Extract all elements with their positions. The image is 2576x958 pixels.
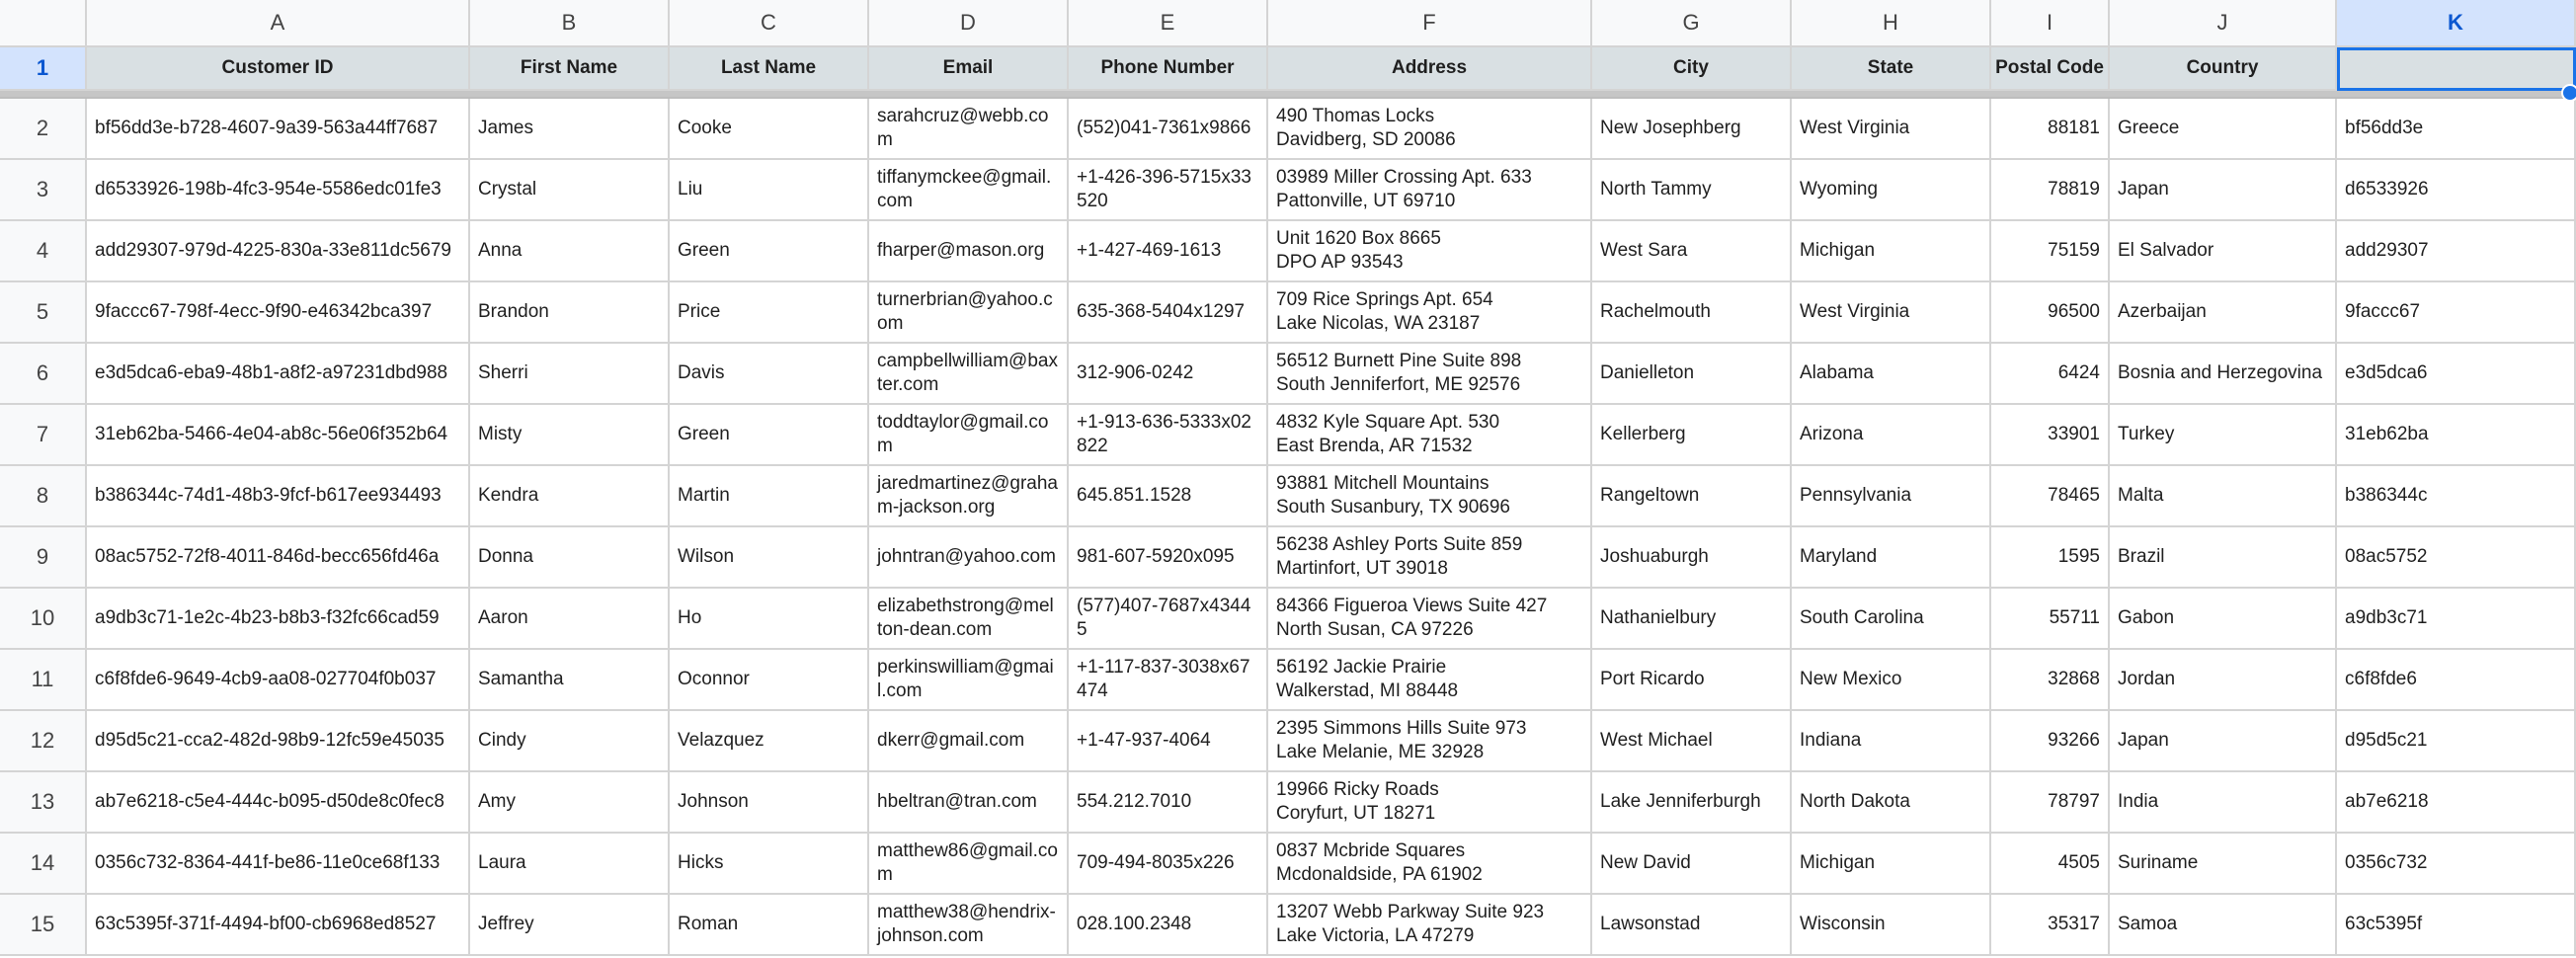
cell-address[interactable]: 56512 Burnett Pine Suite 898 South Jenniferfort, ME 92576: [1268, 344, 1592, 405]
cell-email[interactable]: jaredmartinez@graham-jackson.org: [869, 466, 1069, 527]
header-cell[interactable]: Customer ID: [87, 47, 470, 91]
cell-id[interactable]: d95d5c21-cca2-482d-98b9-12fc59e45035: [87, 711, 470, 772]
cell-phone[interactable]: +1-427-469-1613: [1069, 221, 1268, 282]
row-header[interactable]: 8: [0, 466, 87, 527]
cell-postal[interactable]: 33901: [1991, 405, 2110, 466]
cell-k[interactable]: 08ac5752: [2337, 527, 2576, 589]
cell-phone[interactable]: (577)407-7687x43445: [1069, 589, 1268, 650]
cell-address[interactable]: 93881 Mitchell Mountains South Susanbury, TX 90696: [1268, 466, 1592, 527]
cell-address[interactable]: 84366 Figueroa Views Suite 427 North Susan, CA 97226: [1268, 589, 1592, 650]
cell-country[interactable]: Turkey: [2110, 405, 2337, 466]
cell-first[interactable]: Crystal: [470, 160, 670, 221]
cell-city[interactable]: Rachelmouth: [1592, 282, 1792, 344]
cell-id[interactable]: add29307-979d-4225-830a-33e811dc5679: [87, 221, 470, 282]
frozen-row-divider[interactable]: [1069, 91, 1268, 99]
row-header[interactable]: 10: [0, 589, 87, 650]
cell-country[interactable]: Gabon: [2110, 589, 2337, 650]
cell-postal[interactable]: 78819: [1991, 160, 2110, 221]
cell-city[interactable]: Danielleton: [1592, 344, 1792, 405]
cell-postal[interactable]: 4505: [1991, 834, 2110, 895]
cell-last[interactable]: Liu: [670, 160, 869, 221]
column-header-j[interactable]: J: [2110, 0, 2337, 47]
cell-k[interactable]: 31eb62ba: [2337, 405, 2576, 466]
cell-last[interactable]: Oconnor: [670, 650, 869, 711]
cell-last[interactable]: Wilson: [670, 527, 869, 589]
cell-k[interactable]: b386344c: [2337, 466, 2576, 527]
cell-k[interactable]: ab7e6218: [2337, 772, 2576, 834]
cell-state[interactable]: New Mexico: [1792, 650, 1991, 711]
cell-last[interactable]: Martin: [670, 466, 869, 527]
cell-phone[interactable]: 635-368-5404x1297: [1069, 282, 1268, 344]
cell-country[interactable]: Bosnia and Herzegovina: [2110, 344, 2337, 405]
header-cell[interactable]: Postal Code: [1991, 47, 2110, 91]
cell-address[interactable]: 19966 Ricky Roads Coryfurt, UT 18271: [1268, 772, 1592, 834]
cell-country[interactable]: Malta: [2110, 466, 2337, 527]
cell-k[interactable]: 0356c732: [2337, 834, 2576, 895]
cell-id[interactable]: e3d5dca6-eba9-48b1-a8f2-a97231dbd988: [87, 344, 470, 405]
cell-address[interactable]: 03989 Miller Crossing Apt. 633 Pattonville, UT 69710: [1268, 160, 1592, 221]
cell-email[interactable]: turnerbrian@yahoo.com: [869, 282, 1069, 344]
cell-k[interactable]: 9faccc67: [2337, 282, 2576, 344]
frozen-row-divider[interactable]: [869, 91, 1069, 99]
cell-postal[interactable]: 6424: [1991, 344, 2110, 405]
cell-first[interactable]: Amy: [470, 772, 670, 834]
cell-country[interactable]: India: [2110, 772, 2337, 834]
row-header-1[interactable]: 1: [0, 47, 87, 91]
cell-city[interactable]: West Sara: [1592, 221, 1792, 282]
cell-country[interactable]: Samoa: [2110, 895, 2337, 956]
row-header[interactable]: 13: [0, 772, 87, 834]
row-header[interactable]: 11: [0, 650, 87, 711]
header-cell[interactable]: Email: [869, 47, 1069, 91]
cell-city[interactable]: Port Ricardo: [1592, 650, 1792, 711]
cell-id[interactable]: 08ac5752-72f8-4011-846d-becc656fd46a: [87, 527, 470, 589]
cell-country[interactable]: Azerbaijan: [2110, 282, 2337, 344]
cell-k[interactable]: c6f8fde6: [2337, 650, 2576, 711]
column-header-f[interactable]: F: [1268, 0, 1592, 47]
cell-state[interactable]: Arizona: [1792, 405, 1991, 466]
cell-id[interactable]: 9faccc67-798f-4ecc-9f90-e46342bca397: [87, 282, 470, 344]
cell-first[interactable]: Laura: [470, 834, 670, 895]
cell-country[interactable]: El Salvador: [2110, 221, 2337, 282]
cell-postal[interactable]: 93266: [1991, 711, 2110, 772]
header-cell[interactable]: Country: [2110, 47, 2337, 91]
cell-last[interactable]: Hicks: [670, 834, 869, 895]
cell-address[interactable]: Unit 1620 Box 8665 DPO AP 93543: [1268, 221, 1592, 282]
cell-city[interactable]: Lawsonstad: [1592, 895, 1792, 956]
cell-address[interactable]: 56192 Jackie Prairie Walkerstad, MI 88448: [1268, 650, 1592, 711]
cell-last[interactable]: Cooke: [670, 99, 869, 160]
cell-address[interactable]: 2395 Simmons Hills Suite 973 Lake Melanie, ME 32928: [1268, 711, 1592, 772]
cell-country[interactable]: Jordan: [2110, 650, 2337, 711]
column-header-b[interactable]: B: [470, 0, 670, 47]
cell-postal[interactable]: 75159: [1991, 221, 2110, 282]
cell-k[interactable]: add29307: [2337, 221, 2576, 282]
cell-id[interactable]: 63c5395f-371f-4494-bf00-cb6968ed8527: [87, 895, 470, 956]
column-header-i[interactable]: I: [1991, 0, 2110, 47]
row-header[interactable]: 5: [0, 282, 87, 344]
cell-country[interactable]: Suriname: [2110, 834, 2337, 895]
cell-city[interactable]: New David: [1592, 834, 1792, 895]
cell-first[interactable]: Misty: [470, 405, 670, 466]
cell-first[interactable]: Jeffrey: [470, 895, 670, 956]
cell-email[interactable]: elizabethstrong@melton-dean.com: [869, 589, 1069, 650]
cell-k[interactable]: a9db3c71: [2337, 589, 2576, 650]
row-header[interactable]: 4: [0, 221, 87, 282]
cell-address[interactable]: 709 Rice Springs Apt. 654 Lake Nicolas, WA 23187: [1268, 282, 1592, 344]
cell-postal[interactable]: 1595: [1991, 527, 2110, 589]
fill-handle[interactable]: [2561, 84, 2576, 102]
cell-state[interactable]: West Virginia: [1792, 99, 1991, 160]
cell-phone[interactable]: (552)041-7361x9866: [1069, 99, 1268, 160]
cell-phone[interactable]: +1-426-396-5715x33520: [1069, 160, 1268, 221]
cell-id[interactable]: c6f8fde6-9649-4cb9-aa08-027704f0b037: [87, 650, 470, 711]
cell-k[interactable]: 63c5395f: [2337, 895, 2576, 956]
cell-city[interactable]: Rangeltown: [1592, 466, 1792, 527]
cell-id[interactable]: d6533926-198b-4fc3-954e-5586edc01fe3: [87, 160, 470, 221]
cell-first[interactable]: Anna: [470, 221, 670, 282]
header-cell[interactable]: Phone Number: [1069, 47, 1268, 91]
cell-k[interactable]: d95d5c21: [2337, 711, 2576, 772]
cell-first[interactable]: Samantha: [470, 650, 670, 711]
cell-email[interactable]: sarahcruz@webb.com: [869, 99, 1069, 160]
cell-state[interactable]: Wyoming: [1792, 160, 1991, 221]
cell-postal[interactable]: 78465: [1991, 466, 2110, 527]
column-header-h[interactable]: H: [1792, 0, 1991, 47]
column-header-c[interactable]: C: [670, 0, 869, 47]
cell-last[interactable]: Johnson: [670, 772, 869, 834]
cell-country[interactable]: Brazil: [2110, 527, 2337, 589]
row-header[interactable]: 7: [0, 405, 87, 466]
cell-id[interactable]: 31eb62ba-5466-4e04-ab8c-56e06f352b64: [87, 405, 470, 466]
cell-phone[interactable]: 312-906-0242: [1069, 344, 1268, 405]
cell-state[interactable]: South Carolina: [1792, 589, 1991, 650]
frozen-row-divider[interactable]: [1592, 91, 1792, 99]
cell-address[interactable]: 0837 Mcbride Squares Mcdonaldside, PA 61902: [1268, 834, 1592, 895]
cell-state[interactable]: West Virginia: [1792, 282, 1991, 344]
column-header-g[interactable]: G: [1592, 0, 1792, 47]
cell-id[interactable]: b386344c-74d1-48b3-9fcf-b617ee934493: [87, 466, 470, 527]
cell-city[interactable]: New Josephberg: [1592, 99, 1792, 160]
cell-postal[interactable]: 96500: [1991, 282, 2110, 344]
cell-first[interactable]: Cindy: [470, 711, 670, 772]
header-cell[interactable]: Address: [1268, 47, 1592, 91]
cell-address[interactable]: 56238 Ashley Ports Suite 859 Martinfort, UT 39018: [1268, 527, 1592, 589]
cell-id[interactable]: ab7e6218-c5e4-444c-b095-d50de8c0fec8: [87, 772, 470, 834]
cell-phone[interactable]: 645.851.1528: [1069, 466, 1268, 527]
cell-phone[interactable]: +1-913-636-5333x02822: [1069, 405, 1268, 466]
cell-phone[interactable]: 554.212.7010: [1069, 772, 1268, 834]
cell-email[interactable]: dkerr@gmail.com: [869, 711, 1069, 772]
cell-id[interactable]: 0356c732-8364-441f-be86-11e0ce68f133: [87, 834, 470, 895]
cell-last[interactable]: Green: [670, 405, 869, 466]
cell-state[interactable]: Pennsylvania: [1792, 466, 1991, 527]
column-header-a[interactable]: A: [87, 0, 470, 47]
frozen-row-divider[interactable]: [1792, 91, 1991, 99]
cell-email[interactable]: matthew38@hendrix-johnson.com: [869, 895, 1069, 956]
cell-postal[interactable]: 35317: [1991, 895, 2110, 956]
frozen-row-divider[interactable]: [2110, 91, 2337, 99]
cell-email[interactable]: toddtaylor@gmail.com: [869, 405, 1069, 466]
cell-postal[interactable]: 78797: [1991, 772, 2110, 834]
cell-email[interactable]: fharper@mason.org: [869, 221, 1069, 282]
row-header[interactable]: 15: [0, 895, 87, 956]
cell-phone[interactable]: 028.100.2348: [1069, 895, 1268, 956]
cell-postal[interactable]: 32868: [1991, 650, 2110, 711]
header-cell[interactable]: First Name: [470, 47, 670, 91]
cell-address[interactable]: 13207 Webb Parkway Suite 923 Lake Victoria, LA 47279: [1268, 895, 1592, 956]
cell-city[interactable]: North Tammy: [1592, 160, 1792, 221]
cell-last[interactable]: Velazquez: [670, 711, 869, 772]
cell-id[interactable]: bf56dd3e-b728-4607-9a39-563a44ff7687: [87, 99, 470, 160]
row-header[interactable]: 6: [0, 344, 87, 405]
cell-last[interactable]: Davis: [670, 344, 869, 405]
header-cell[interactable]: State: [1792, 47, 1991, 91]
cell-city[interactable]: Nathanielbury: [1592, 589, 1792, 650]
cell-state[interactable]: Michigan: [1792, 221, 1991, 282]
cell-city[interactable]: West Michael: [1592, 711, 1792, 772]
cell-last[interactable]: Roman: [670, 895, 869, 956]
frozen-row-divider[interactable]: [0, 91, 87, 99]
row-header[interactable]: 2: [0, 99, 87, 160]
cell-email[interactable]: johntran@yahoo.com: [869, 527, 1069, 589]
cell-email[interactable]: hbeltran@tran.com: [869, 772, 1069, 834]
cell-email[interactable]: perkinswilliam@gmail.com: [869, 650, 1069, 711]
cell-phone[interactable]: +1-47-937-4064: [1069, 711, 1268, 772]
cell-state[interactable]: Michigan: [1792, 834, 1991, 895]
row-header[interactable]: 3: [0, 160, 87, 221]
cell-email[interactable]: matthew86@gmail.com: [869, 834, 1069, 895]
cell-state[interactable]: Alabama: [1792, 344, 1991, 405]
cell-phone[interactable]: 981-607-5920x095: [1069, 527, 1268, 589]
cell-city[interactable]: Joshuaburgh: [1592, 527, 1792, 589]
cell-email[interactable]: tiffanymckee@gmail.com: [869, 160, 1069, 221]
cell-city[interactable]: Lake Jenniferburgh: [1592, 772, 1792, 834]
cell-id[interactable]: a9db3c71-1e2c-4b23-b8b3-f32fc66cad59: [87, 589, 470, 650]
cell-country[interactable]: Japan: [2110, 711, 2337, 772]
header-cell[interactable]: Last Name: [670, 47, 869, 91]
cell-first[interactable]: Kendra: [470, 466, 670, 527]
column-header-d[interactable]: D: [869, 0, 1069, 47]
cell-state[interactable]: Indiana: [1792, 711, 1991, 772]
cell-first[interactable]: Donna: [470, 527, 670, 589]
row-header[interactable]: 14: [0, 834, 87, 895]
select-all-corner[interactable]: [0, 0, 87, 47]
cell-k[interactable]: d6533926: [2337, 160, 2576, 221]
cell-postal[interactable]: 55711: [1991, 589, 2110, 650]
frozen-row-divider[interactable]: [670, 91, 869, 99]
frozen-row-divider[interactable]: [1268, 91, 1592, 99]
cell-first[interactable]: Brandon: [470, 282, 670, 344]
cell-city[interactable]: Kellerberg: [1592, 405, 1792, 466]
selected-cell-k1[interactable]: [2337, 47, 2576, 91]
cell-email[interactable]: campbellwilliam@baxter.com: [869, 344, 1069, 405]
cell-phone[interactable]: 709-494-8035x226: [1069, 834, 1268, 895]
cell-last[interactable]: Price: [670, 282, 869, 344]
row-header[interactable]: 12: [0, 711, 87, 772]
cell-phone[interactable]: +1-117-837-3038x67474: [1069, 650, 1268, 711]
frozen-row-divider[interactable]: [2337, 91, 2576, 99]
cell-postal[interactable]: 88181: [1991, 99, 2110, 160]
frozen-row-divider[interactable]: [470, 91, 670, 99]
column-header-e[interactable]: E: [1069, 0, 1268, 47]
cell-state[interactable]: Wisconsin: [1792, 895, 1991, 956]
cell-k[interactable]: e3d5dca6: [2337, 344, 2576, 405]
cell-first[interactable]: James: [470, 99, 670, 160]
cell-country[interactable]: Japan: [2110, 160, 2337, 221]
cell-country[interactable]: Greece: [2110, 99, 2337, 160]
cell-last[interactable]: Ho: [670, 589, 869, 650]
cell-k[interactable]: bf56dd3e: [2337, 99, 2576, 160]
frozen-row-divider[interactable]: [1991, 91, 2110, 99]
cell-first[interactable]: Sherri: [470, 344, 670, 405]
frozen-row-divider[interactable]: [87, 91, 470, 99]
column-header-k[interactable]: K: [2337, 0, 2576, 47]
row-header[interactable]: 9: [0, 527, 87, 589]
cell-last[interactable]: Green: [670, 221, 869, 282]
cell-address[interactable]: 490 Thomas Locks Davidberg, SD 20086: [1268, 99, 1592, 160]
cell-state[interactable]: North Dakota: [1792, 772, 1991, 834]
cell-address[interactable]: 4832 Kyle Square Apt. 530 East Brenda, AR 71532: [1268, 405, 1592, 466]
header-cell[interactable]: City: [1592, 47, 1792, 91]
cell-first[interactable]: Aaron: [470, 589, 670, 650]
cell-state[interactable]: Maryland: [1792, 527, 1991, 589]
